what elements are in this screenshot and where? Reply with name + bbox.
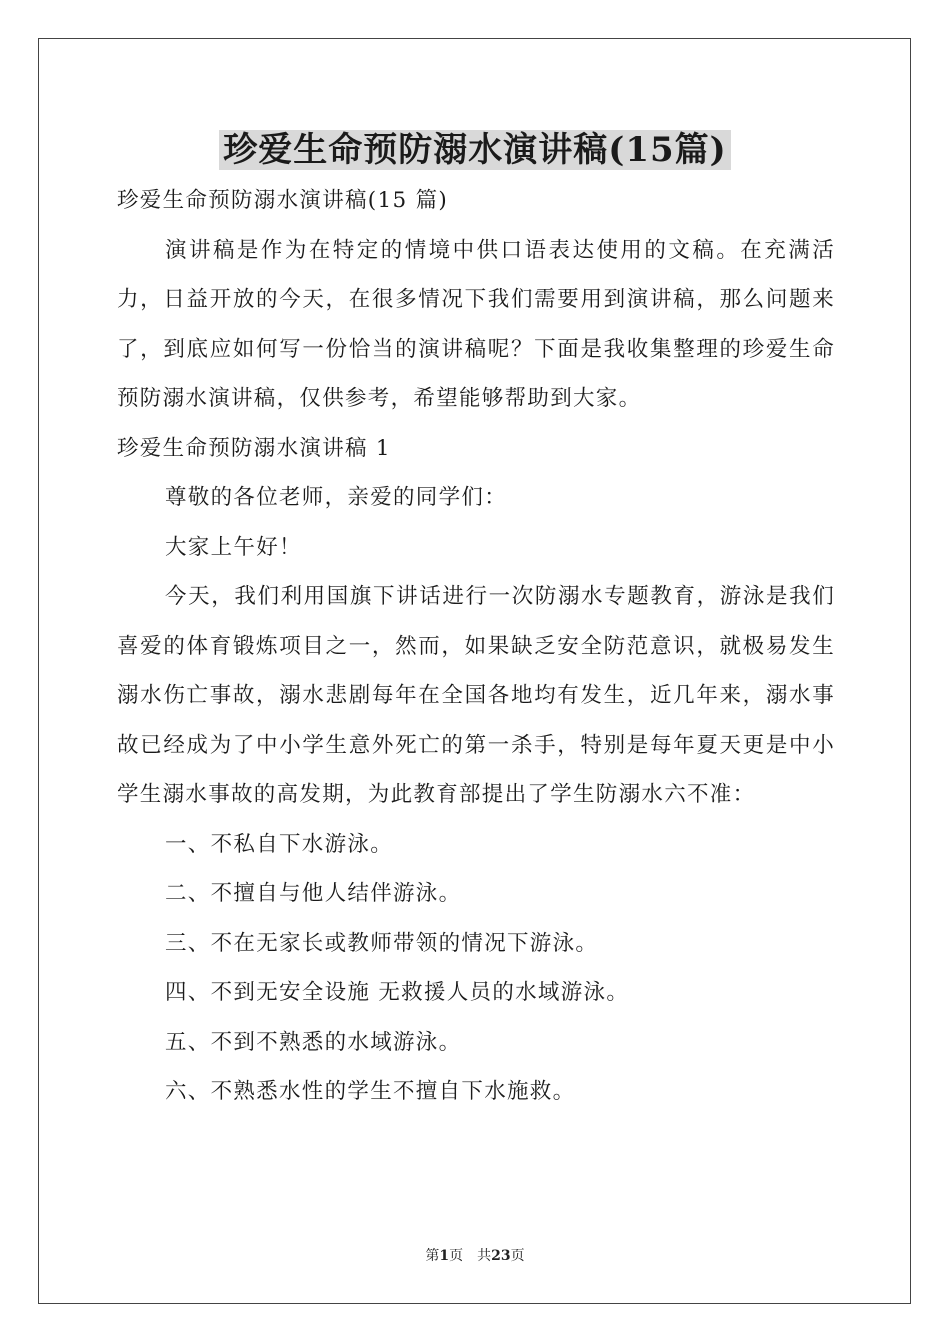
document-body (117, 176, 835, 1117)
list-item: 三、不在无家长或教师带领的情况下游泳。 (165, 930, 599, 956)
document-title-text: 珍爱生命预防溺水演讲稿(15篇) (219, 130, 731, 170)
paragraph-salutation: 尊敬的各位老师，亲爱的同学们： (165, 485, 508, 510)
footer-page-number: 1 (439, 1248, 450, 1264)
page-footer (0, 1246, 950, 1266)
list-item: 二、不擅自与他人结伴游泳。 (165, 881, 462, 906)
paragraph-intro: 演讲稿是作为在特定的情境中供口语表达使用的文稿。在充满活力，日益开放的今天，在很多情况下我们需要用到演讲稿，那么问题来了，到底应如何写一份恰当的演讲稿呢？下面是我收集整理的珍爱生命预防溺水演讲稿，仅供参考，希望能够帮助到大家。 (117, 237, 835, 411)
list-item: 五、不到不熟悉的水域游泳。 (165, 1029, 462, 1055)
footer-page-suffix: 页 (449, 1248, 464, 1264)
paragraph-greeting: 大家上午好！ (165, 534, 302, 560)
footer-page-prefix: 第 (425, 1248, 440, 1264)
footer-total-pages: 23 (491, 1248, 511, 1264)
section-heading: 珍爱生命预防溺水演讲稿 1 (117, 435, 391, 461)
list-item: 六、不熟悉水性的学生不擅自下水施救。 (165, 1079, 576, 1104)
list-item: 四、不到无安全设施 无救援人员的水域游泳。 (165, 980, 630, 1005)
list-item: 一、不私自下水游泳。 (165, 831, 394, 857)
footer-total-prefix: 共 (477, 1248, 492, 1264)
document-title (0, 126, 950, 174)
paragraph-body: 今天，我们利用国旗下讲话进行一次防溺水专题教育，游泳是我们喜爱的体育锻炼项目之一，然而，如果缺乏安全防范意识，就极易发生溺水伤亡事故，溺水悲剧每年在全国各地均有发生，近几年来，溺水事故已经成为了中小学生意外死亡的第一杀手，特别是每年夏天更是中小学生溺水事故的高发期，为此教育部提出了学生防溺水六不准： (117, 584, 835, 807)
paragraph-subtitle: 珍爱生命预防溺水演讲稿(15 篇) (117, 188, 449, 213)
footer-total-suffix: 页 (510, 1248, 525, 1264)
